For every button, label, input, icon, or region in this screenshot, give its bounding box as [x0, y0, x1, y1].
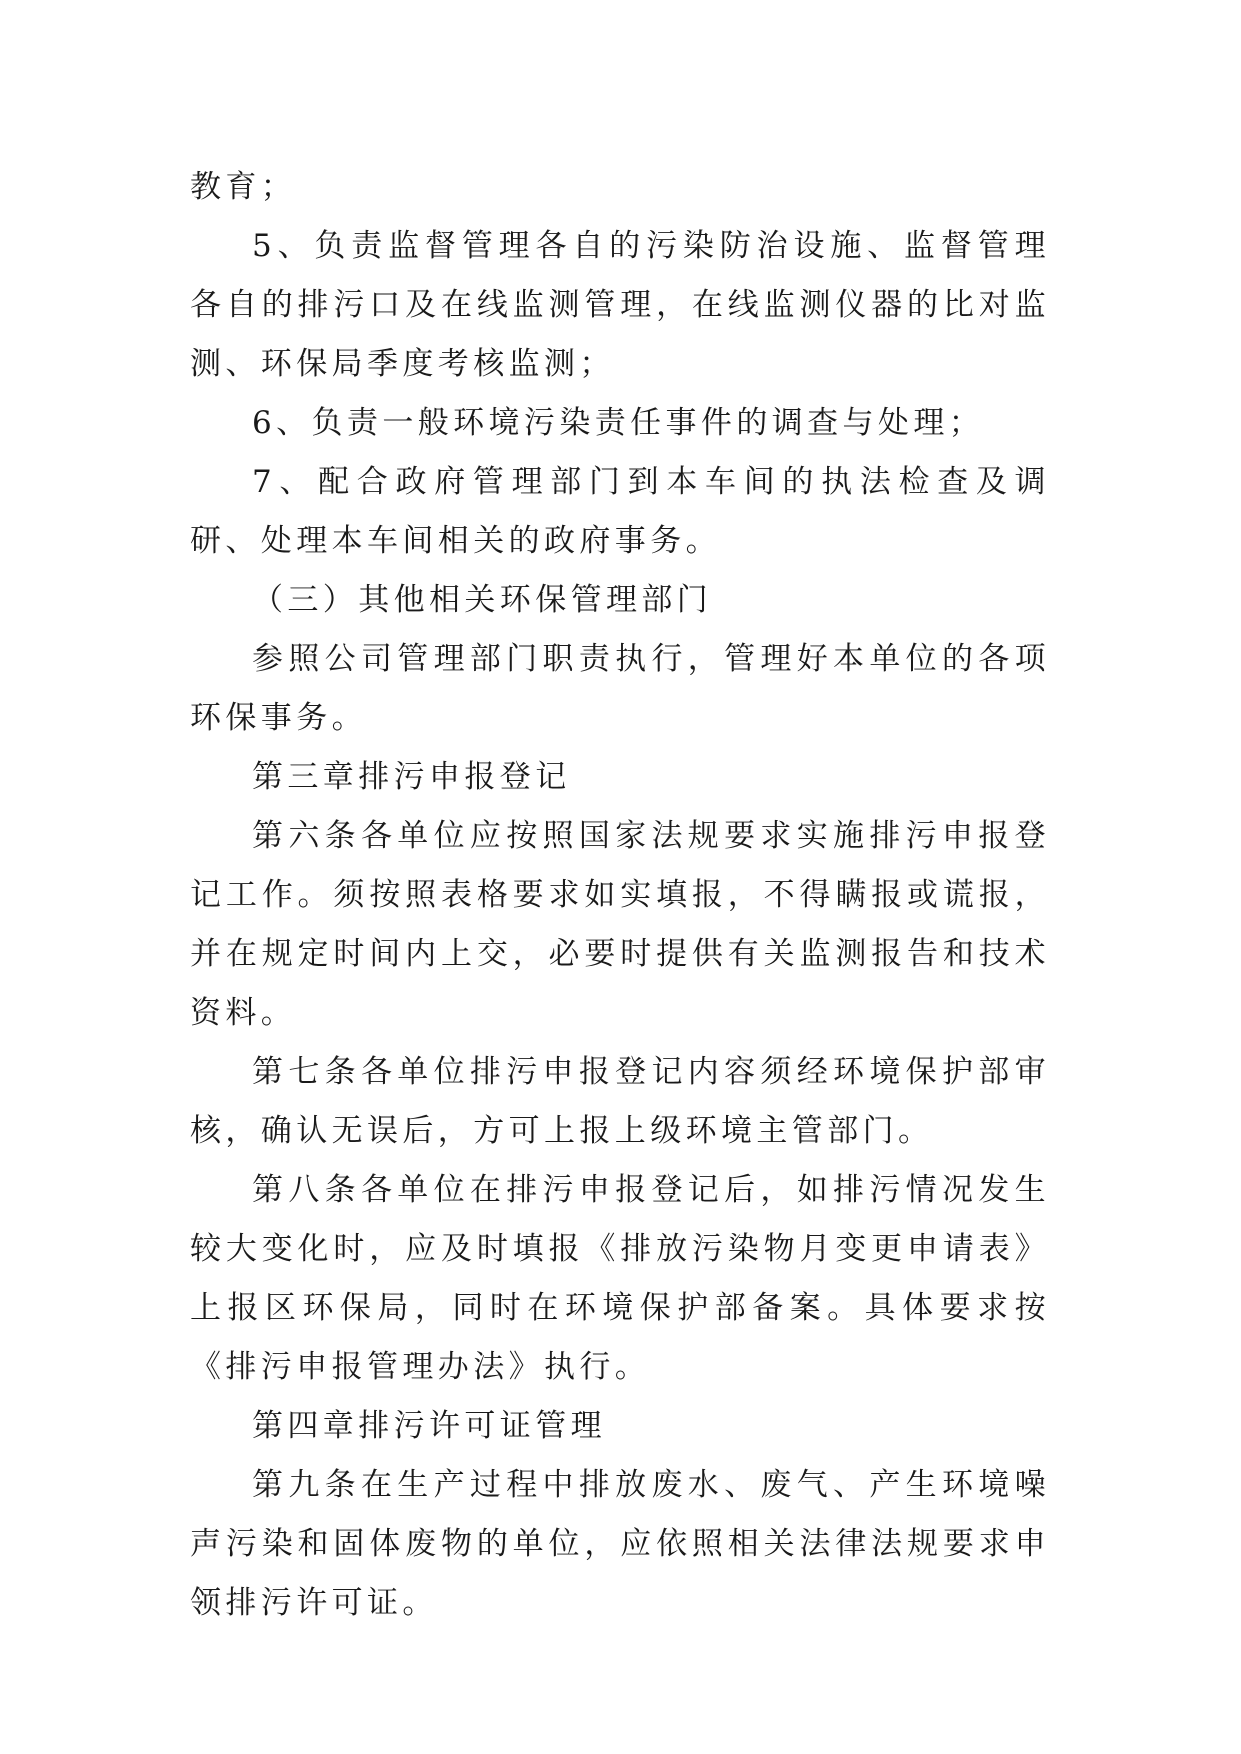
- paragraph-other-departments: 参照公司管理部门职责执行，管理好本单位的各项环保事务。: [190, 641, 1050, 736]
- paragraph-item-7: 7、配合政府管理部门到本车间的执法检查及调研、处理本车间相关的政府事务。: [190, 464, 1050, 559]
- article-7: 第七条各单位排污申报登记内容须经环境保护部审核，确认无误后，方可上报上级环境主管部门。: [190, 1054, 1050, 1149]
- chapter-heading-4: 第四章排污许可证管理: [252, 1408, 606, 1444]
- article-8: 第八条各单位在排污申报登记后，如排污情况发生较大变化时，应及时填报《排放污染物月变更申请表》上报区环保局，同时在环境保护部备案。具体要求按《排污申报管理办法》执行。: [190, 1172, 1050, 1385]
- paragraph-continuation: 教育；: [190, 169, 297, 205]
- paragraph-item-5: 5、负责监督管理各自的污染防治设施、监督管理各自的排污口及在线监测管理，在线监测仪器的比对监测、环保局季度考核监测；: [190, 228, 1050, 382]
- paragraph-item-6: 6、负责一般环境污染责任事件的调查与处理；: [252, 405, 985, 441]
- article-6: 第六条各单位应按照国家法规要求实施排污申报登记工作。须按照表格要求如实填报，不得瞒报或谎报，并在规定时间内上交，必要时提供有关监测报告和技术资料。: [190, 818, 1050, 1031]
- section-heading-other-departments: （三）其他相关环保管理部门: [252, 582, 713, 618]
- article-9: 第九条在生产过程中排放废水、废气、产生环境噪声污染和固体废物的单位，应依照相关法律法规要求申领排污许可证。: [190, 1467, 1050, 1621]
- chapter-heading-3: 第三章排污申报登记: [252, 759, 571, 795]
- document-body: [190, 158, 1050, 1633]
